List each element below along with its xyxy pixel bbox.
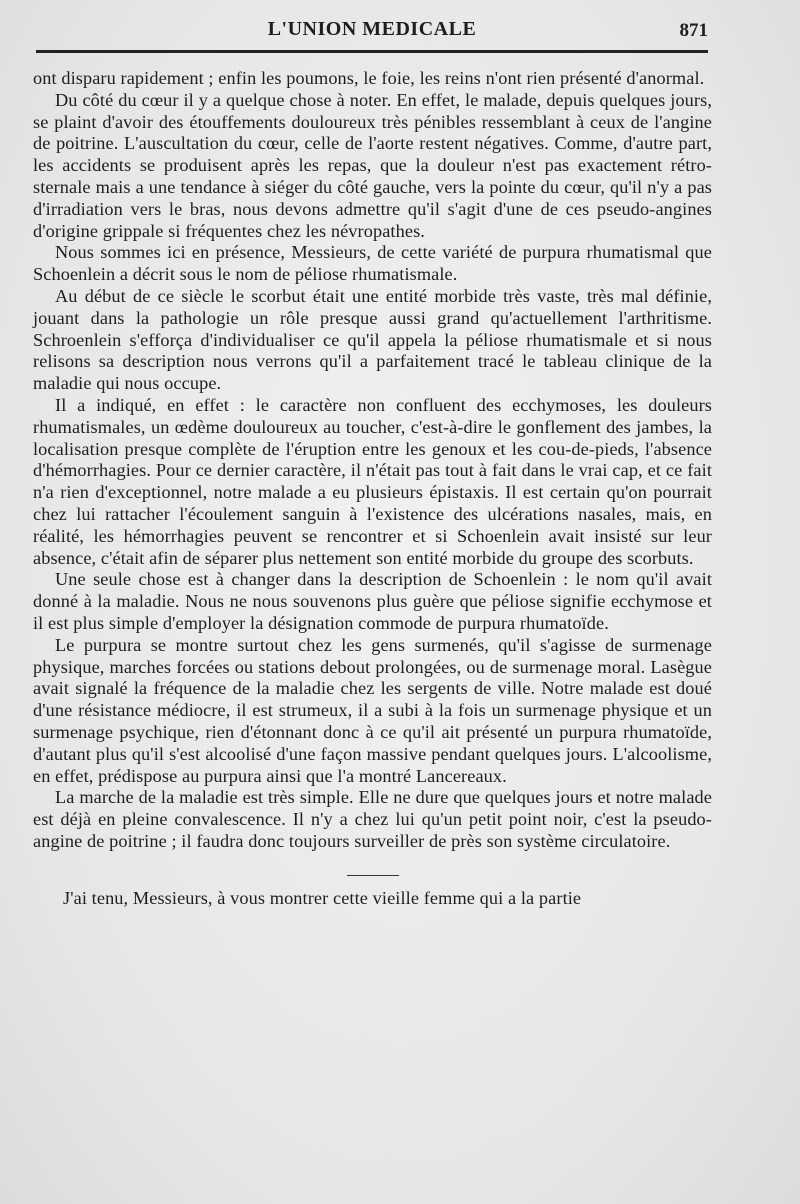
- paragraph: Nous sommes ici en présence, Messieurs, de cette variété de purpura rhumatismal que Schoenlein a décrit sous le nom de péliose rhumatismale.: [33, 242, 712, 285]
- paragraph: Le purpura se montre surtout chez les gens surmenés, qu'il s'agisse de surmenage physique, marches forcées ou stations debout prolongées, ou de surmenage moral. Lasègue avait signalé la fréquence de la maladie chez les sergents de ville. Notre malade est doué d'une résistance médiocre, il est strumeux, il a subi à la fois un surmenage physique et un surmenage psychique, rien d'étonnant donc à ce qu'il ait présenté un purpura rhumatoïde, d'autant plus qu'il s'est alcoolisé d'une façon massive pendant quelques jours. L'alcoolisme, en effet, prédispose au purpura ainsi que l'a montré Lancereaux.: [33, 634, 712, 786]
- page-header: [36, 18, 708, 44]
- paragraph: Une seule chose est à changer dans la description de Schoenlein : le nom qu'il avait donné à la maladie. Nous ne nous souvenons plus guère que péliose signifie ecchymose et il est plus simple d'employer la désignation commode de purpura rhumatoïde.: [33, 569, 712, 633]
- paragraph: Du côté du cœur il y a quelque chose à noter. En effet, le malade, depuis quelques jours, se plaint d'avoir des étouffements douloureux très pénibles ressemblant à ceux de l'angine de poitrine. L'auscultation du cœur, celle de l'aorte restent négatives. Comme, d'autre part, les accidents se produisent après les repas, que la douleur n'est pas exactement rétro-sternale mais a une tendance à siéger du côté gauche, vers la pointe du cœur, qu'il n'y a pas d'irradiation vers le bras, nous devons admettre qu'il s'agit d'une de ces pseudo-angines d'origine grippale si fréquentes chez les névropathes.: [33, 89, 712, 241]
- closing-paragraph: J'ai tenu, Messieurs, à vous montrer cette vieille femme qui a la partie: [63, 887, 582, 908]
- page-number: 871: [679, 20, 708, 41]
- article-body: [33, 68, 712, 909]
- section-separator: [347, 875, 399, 876]
- running-title: L'UNION MEDICALE: [267, 18, 477, 40]
- paragraph: La marche de la maladie est très simple. Elle ne dure que quelques jours et notre malade est déjà en pleine convalescence. Il n'y a chez lui qu'un petit point noir, c'est la pseudo-angine de poitrine ; il faudra donc toujours surveiller de près son système circulatoire.: [33, 787, 712, 851]
- paragraph: Il a indiqué, en effet : le caractère non confluent des ecchymoses, les douleurs rhumatismales, un œdème douloureux au toucher, c'est-à-dire le gonflement des jambes, la localisation presque complète de l'éruption entre les genoux et les cou-de-pieds, l'absence d'hémorrhagies. Pour ce dernier caractère, il n'était pas tout à fait dans le vrai cap, et ce fait n'a rien d'exceptionnel, notre malade a eu plusieurs épistaxis. Il est certain qu'on pourrait chez lui rattacher l'écoulement sanguin à l'existence des ulcérations nasales, mais, en réalité, les hémorrhagies peuvent se rencontrer et si Schoenlein avait insisté sur leur absence, c'était afin de séparer plus nettement son entité morbide du groupe des scorbuts.: [33, 394, 712, 568]
- paragraph: ont disparu rapidement ; enfin les poumons, le foie, les reins n'ont rien présenté d'anormal.: [33, 68, 705, 88]
- paragraph: Au début de ce siècle le scorbut était une entité morbide très vaste, très mal définie, jouant dans la pathologie un rôle presque aussi grand qu'actuellement l'arthritisme. Schroenlein s'efforça d'individualiser ce qu'il appela la péliose rhumatismale et si nous relisons sa description nous verrons qu'il a parfaitement tracé le tableau clinique de la maladie qui nous occupe.: [33, 285, 712, 394]
- header-rule: [36, 50, 708, 53]
